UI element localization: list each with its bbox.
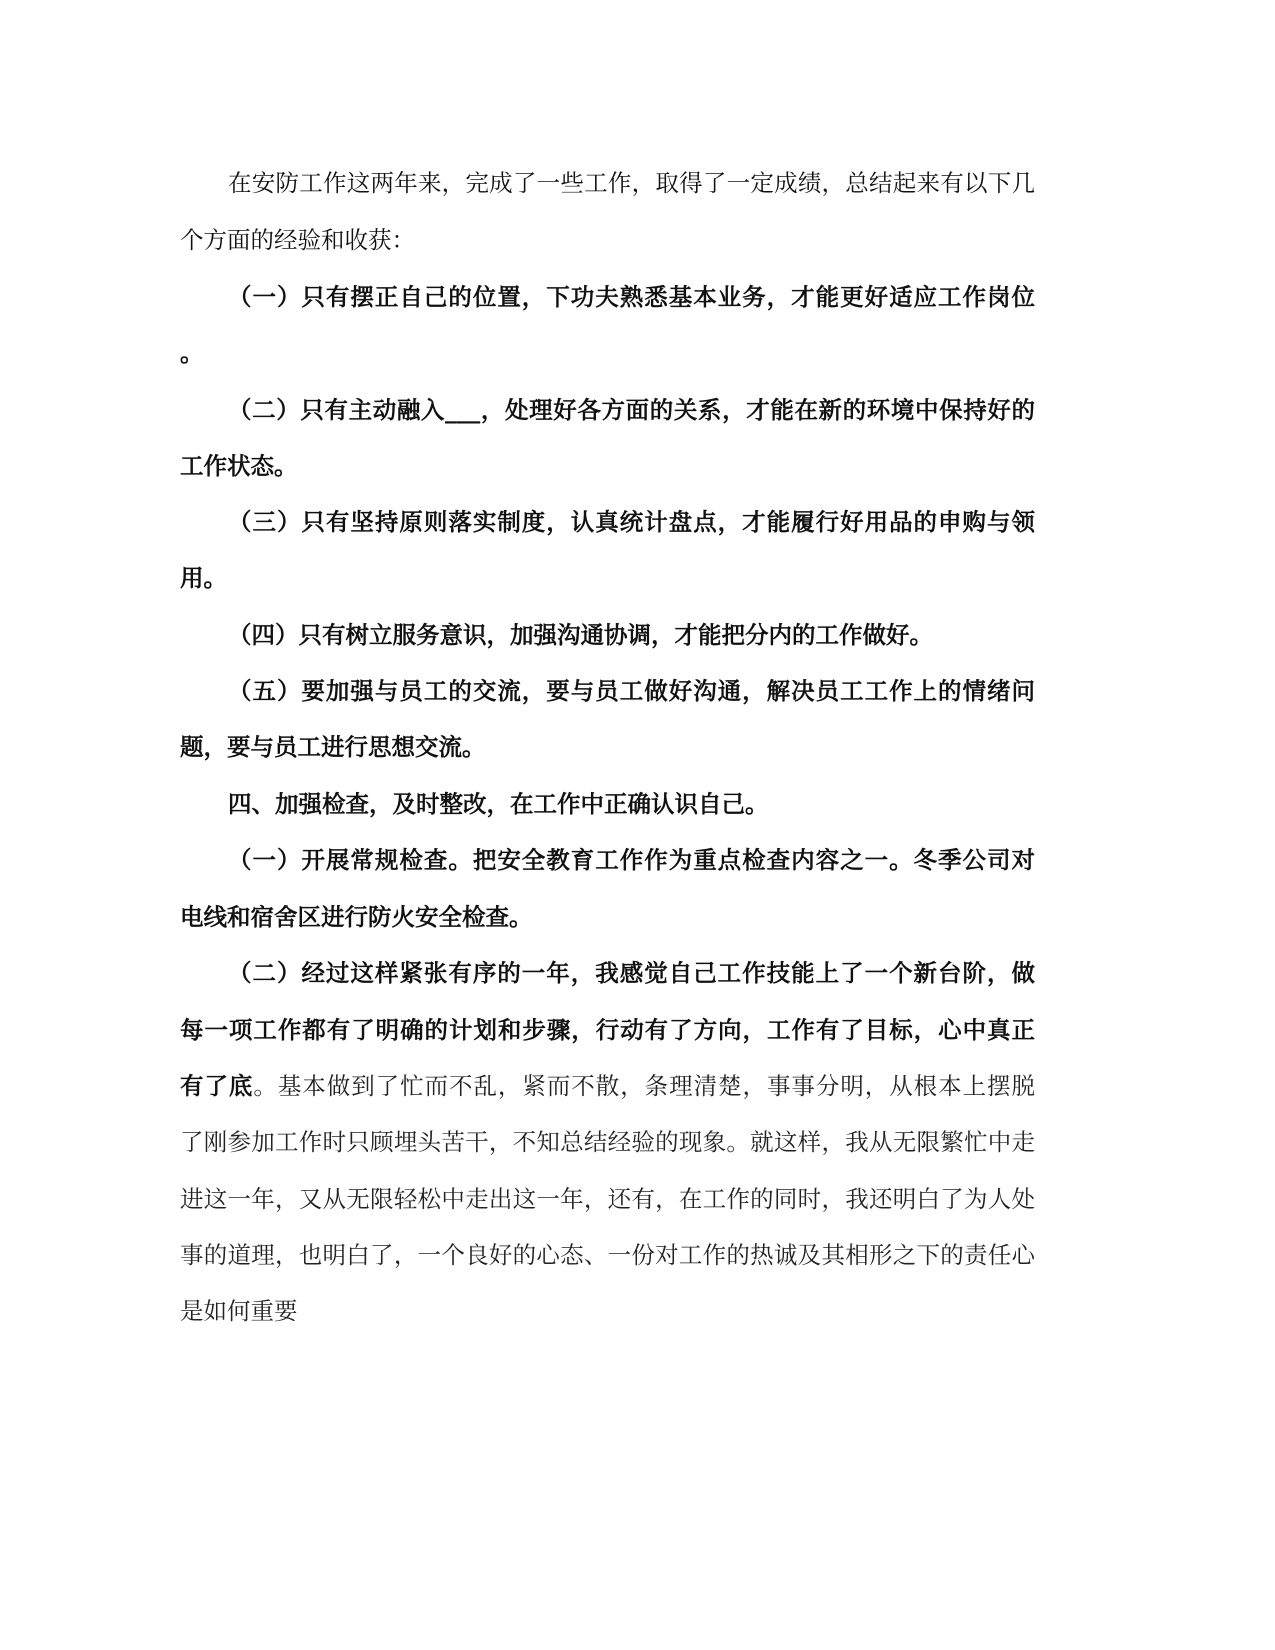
paragraph-line: 事的道理，也明白了，一个良好的心态、一份对工作的热诚及其相形之下的责任心 [180, 1241, 1035, 1269]
paragraph-line: 在安防工作这两年来，完成了一些工作，取得了一定成绩，总结起来有以下几 [228, 169, 1035, 197]
list-item-line: （三）只有坚持原则落实制度，认真统计盘点，才能履行好用品的申购与领 [228, 508, 1035, 536]
paragraph-line: 个方面的经验和收获： [180, 226, 415, 254]
bold-text: 有了底 [180, 1072, 254, 1100]
list-item-line: 每一项工作都有了明确的计划和步骤，行动有了方向，工作有了目标，心中真正 [180, 1016, 1035, 1044]
paragraph-line: 进这一年，又从无限轻松中走出这一年，还有，在工作的同时，我还明白了为人处 [180, 1185, 1035, 1213]
paragraph-line: 了刚参加工作时只顾埋头苦干，不知总结经验的现象。就这样，我从无限繁忙中走 [180, 1128, 1035, 1156]
list-item-line: 题，要与员工进行思想交流。 [180, 733, 486, 761]
list-item-line: （一）开展常规检查。把安全教育工作作为重点检查内容之一。冬季公司对 [228, 846, 1035, 874]
list-item-line: 。 [180, 339, 204, 367]
section-heading: 四、加强检查，及时整改，在工作中正确认识自己。 [228, 790, 769, 818]
list-item-line: （一）只有摆正自己的位置，下功夫熟悉基本业务，才能更好适应工作岗位 [228, 283, 1035, 311]
list-item-line: （四）只有树立服务意识，加强沟通协调，才能把分内的工作做好。 [228, 621, 933, 649]
list-item-line: 工作状态。 [180, 452, 298, 480]
list-item-line: （二）只有主动融入___，处理好各方面的关系，才能在新的环境中保持好的 [228, 396, 1035, 424]
list-item-line: 电线和宿舍区进行防火安全检查。 [180, 903, 533, 931]
list-item-line: （五）要加强与员工的交流，要与员工做好沟通，解决员工工作上的情绪问 [228, 677, 1035, 705]
mixed-line [180, 1071, 1035, 1101]
list-item-line: （二）经过这样紧张有序的一年，我感觉自己工作技能上了一个新台阶，做 [228, 959, 1035, 987]
regular-text: 。基本做到了忙而不乱，紧而不散，条理清楚，事事分明，从根本上摆脱 [253, 1072, 1036, 1100]
list-item-line: 用。 [180, 564, 227, 592]
paragraph-line: 是如何重要 [180, 1297, 298, 1325]
